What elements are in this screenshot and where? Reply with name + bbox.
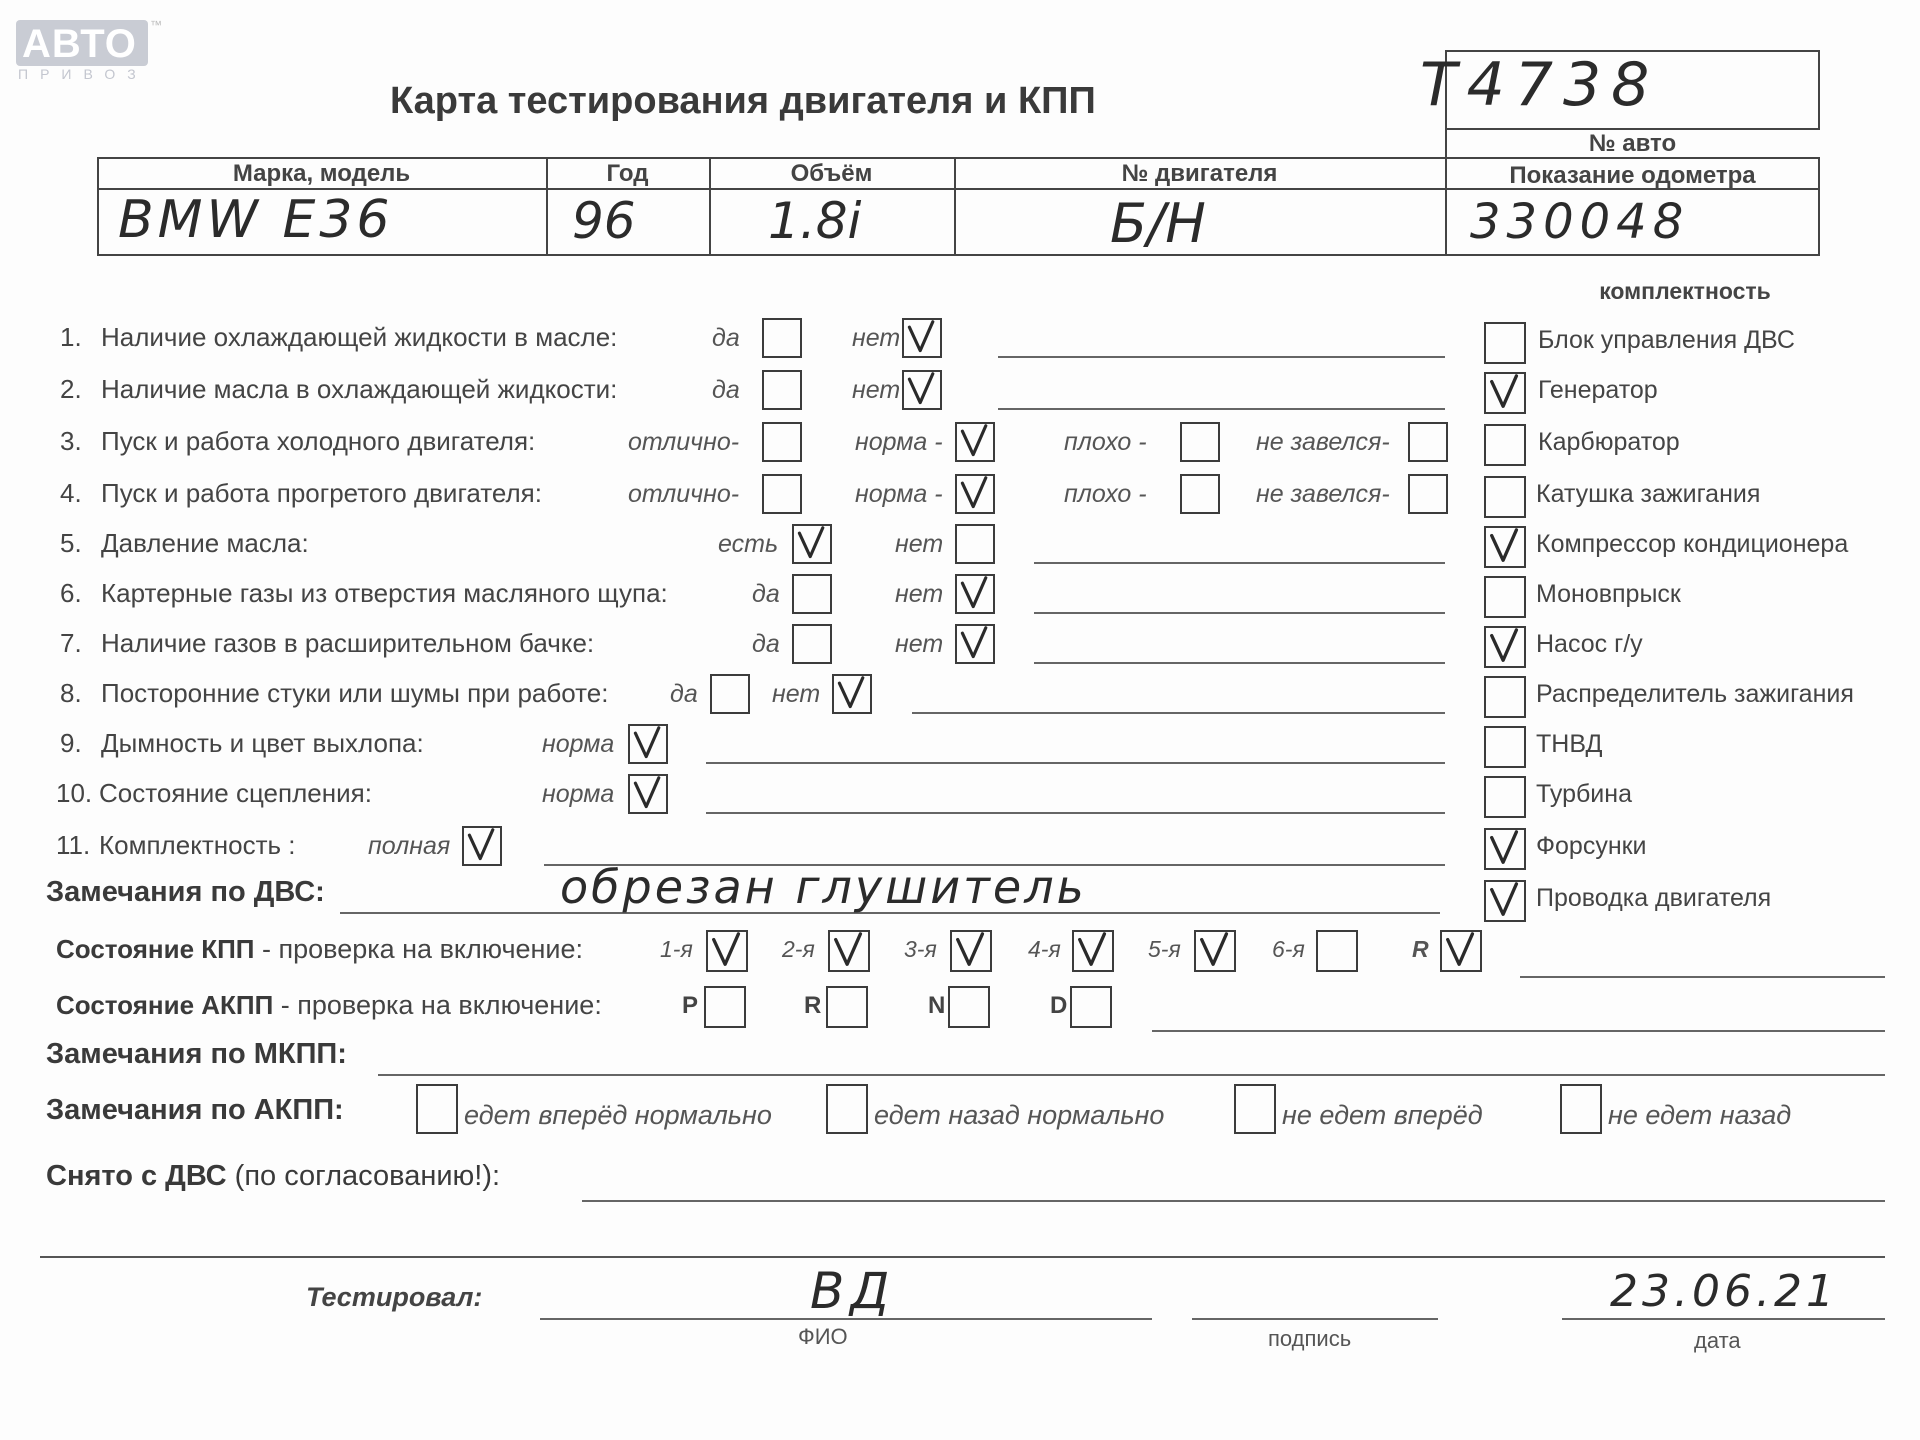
option-label: да [712,324,740,352]
check-mark-icon [1486,528,1524,566]
mode-label: N [928,992,946,1019]
sign-label: подпись [1268,1326,1352,1351]
gear-label: 4-я [1028,936,1061,962]
kit-checkbox[interactable] [1484,828,1526,870]
check-mark-icon [1486,374,1524,412]
answer-line [1034,662,1445,664]
kit-checkbox[interactable] [1484,776,1526,818]
check-mark-icon [630,776,666,812]
option-label: норма - [855,428,943,456]
check-mark-icon [1486,830,1524,868]
item-number: 11. [56,830,91,860]
remark-checkbox[interactable] [1560,1084,1602,1134]
page-title: Карта тестирования двигателя и КПП [390,80,1096,122]
remarks-akpp-label: Замечания по АКПП: [46,1094,344,1126]
remark-option-label: едет вперёд нормально [464,1100,772,1130]
car-number-value: Т4738 [1420,50,1660,120]
car-number-label: № авто [1588,130,1677,157]
item-number: 8. [60,678,82,708]
item-text: Пуск и работа холодного двигателя: [101,426,536,456]
item-text: Наличие газов в расширительном бачке: [101,628,595,658]
option-label: полная [368,832,451,860]
kit-checkbox[interactable] [1484,526,1526,568]
removed-label [46,1160,500,1193]
answer-line [1034,612,1445,614]
kit-checkbox[interactable] [1484,880,1526,922]
check-mark-icon [957,576,993,612]
option-checkbox[interactable] [792,524,832,564]
logo-tm: ™ [150,18,162,32]
volume-label: Объём [790,160,873,187]
odometer-label: Показание одометра [1509,162,1756,189]
gear-label: 1-я [660,936,693,962]
item-number: 9. [60,728,82,758]
kit-item-label: Компрессор кондиционера [1536,530,1849,558]
date-label: дата [1694,1328,1741,1353]
item-text: Комплектность : [99,830,296,860]
remarks-engine-value: обрезан глушитель [560,860,1087,914]
gear-checkbox[interactable] [1316,930,1358,972]
item-number: 4. [60,478,82,508]
option-checkbox[interactable] [462,826,502,866]
option-checkbox[interactable] [762,318,802,358]
gear-checkbox[interactable] [1440,930,1482,972]
answer-line [998,356,1445,358]
gear-label: R [1412,936,1429,962]
item-text: Давление масла: [101,528,309,558]
option-label: нет [772,680,821,708]
item-text: Дымность и цвет выхлопа: [101,728,424,758]
check-mark-icon [904,320,940,356]
remarks-engine-label: Замечания по ДВС: [46,876,325,908]
mode-label: P [682,992,699,1019]
option-checkbox[interactable] [628,724,668,764]
option-checkbox[interactable] [762,474,802,514]
option-label: нет [852,324,901,352]
engine-no-label: № двигателя [1121,160,1278,187]
remark-checkbox[interactable] [826,1084,868,1134]
option-checkbox[interactable] [902,370,942,410]
akpp-label [56,990,602,1021]
gear-checkbox[interactable] [1072,930,1114,972]
option-label: есть [718,530,779,558]
option-label: не завелся- [1256,428,1390,456]
option-label: нет [852,376,901,404]
mode-checkbox[interactable] [948,986,990,1028]
option-label: норма - [855,480,943,508]
option-checkbox[interactable] [955,624,995,664]
mode-checkbox[interactable] [704,986,746,1028]
kpp-label-bold: Состояние КПП [56,934,255,964]
remarks-mkpp-label: Замечания по МКПП: [46,1038,347,1070]
logo-text: АВТО [22,22,137,66]
remark-option-label: не едет назад [1608,1100,1792,1130]
option-checkbox[interactable] [1408,422,1448,462]
year-value: 96 [572,192,636,250]
option-label: отлично- [628,428,740,456]
check-mark-icon [708,932,746,970]
check-mark-icon [794,526,830,562]
logo-tagline: ПРИВОЗ [18,66,148,82]
brand-model-value: BMW E36 [118,190,394,250]
check-mark-icon [630,726,666,762]
check-mark-icon [1442,932,1480,970]
check-mark-icon [464,828,500,864]
check-mark-icon [1074,932,1112,970]
kit-item-label: ТНВД [1536,730,1603,758]
gear-label: 3-я [904,936,937,962]
option-label: норма [542,780,615,808]
kit-item-label: Катушка зажигания [1536,480,1761,508]
option-label: нет [895,580,944,608]
option-label: да [752,630,780,658]
item-text: Картерные газы из отверстия масляного щупа: [101,578,668,608]
item-number: 5. [60,528,82,558]
kpp-line [1520,976,1885,978]
kit-item-label: Турбина [1536,780,1632,808]
mode-label: D [1050,992,1068,1019]
header-divider-4 [1445,125,1447,256]
removed-label-rest: (по согласованию!): [226,1160,501,1192]
item-number: 1. [60,322,82,352]
kpp-label [56,934,583,965]
odometer-value: 330048 [1470,194,1690,250]
option-checkbox[interactable] [628,774,668,814]
remark-option-label: не едет вперёд [1282,1100,1483,1130]
item-text: Наличие охлаждающей жидкости в масле: [101,322,618,352]
kit-checkbox[interactable] [1484,576,1526,618]
logo [16,20,166,82]
item-number: 10. [56,778,93,808]
option-checkbox[interactable] [792,624,832,664]
check-mark-icon [1486,628,1524,666]
item-number: 3. [60,426,82,456]
kit-checkbox[interactable] [1484,726,1526,768]
kpp-label-rest: - проверка на включение: [254,934,584,964]
item-number: 7. [60,628,82,658]
option-label: да [752,580,780,608]
check-mark-icon [957,424,993,460]
kit-checkbox[interactable] [1484,626,1526,668]
option-label: да [712,376,740,404]
check-mark-icon [952,932,990,970]
kit-checkbox[interactable] [1484,372,1526,414]
date-line [1562,1318,1885,1320]
remark-checkbox[interactable] [1234,1084,1276,1134]
option-label: да [670,680,698,708]
option-checkbox[interactable] [902,318,942,358]
gear-checkbox[interactable] [706,930,748,972]
gear-label: 2-я [782,936,815,962]
kit-item-label: Насос г/у [1536,630,1643,658]
option-checkbox[interactable] [1180,474,1220,514]
kit-title: комплектность [1599,278,1771,304]
item-text: Наличие масла в охлаждающей жидкости: [101,374,618,404]
sign-line [1192,1318,1438,1320]
answer-line [706,812,1445,814]
removed-label-bold: Снято с ДВС [46,1160,227,1192]
engine-no-value: Б/Н [1110,192,1206,255]
option-label: нет [895,530,944,558]
option-label: плохо - [1064,428,1147,456]
fio-label: ФИО [798,1324,848,1349]
akpp-label-rest: - проверка на включение: [273,990,602,1020]
option-label: отлично- [628,480,740,508]
option-checkbox[interactable] [955,422,995,462]
remark-checkbox[interactable] [416,1084,458,1134]
tested-label: Тестировал: [306,1282,483,1312]
item-number: 2. [60,374,82,404]
option-checkbox[interactable] [832,674,872,714]
mode-label: R [804,992,822,1019]
check-mark-icon [957,626,993,662]
check-mark-icon [834,676,870,712]
gear-checkbox[interactable] [828,930,870,972]
mode-checkbox[interactable] [1070,986,1112,1028]
kit-item-label: Блок управления ДВС [1538,326,1795,354]
date-value: 23.06.21 [1610,1266,1838,1317]
kit-checkbox[interactable] [1484,322,1526,364]
check-mark-icon [1486,882,1524,920]
answer-line [998,408,1445,410]
answer-line [912,712,1445,714]
item-text: Посторонние стуки или шумы при работе: [101,678,609,708]
option-checkbox[interactable] [710,674,750,714]
kit-checkbox[interactable] [1484,476,1526,518]
kit-item-label: Моновпрыск [1536,580,1681,608]
option-checkbox[interactable] [762,422,802,462]
akpp-line [1152,1030,1885,1032]
item-text: Пуск и работа прогретого двигателя: [101,478,542,508]
gear-label: 5-я [1148,936,1181,962]
check-mark-icon [957,476,993,512]
kit-item-label: Форсунки [1536,832,1647,860]
check-mark-icon [904,372,940,408]
gear-checkbox[interactable] [950,930,992,972]
gear-checkbox[interactable] [1194,930,1236,972]
gear-label: 6-я [1272,936,1305,962]
item-number: 6. [60,578,82,608]
option-checkbox[interactable] [762,370,802,410]
option-label: плохо - [1064,480,1147,508]
year-label: Год [606,160,649,187]
removed-line [582,1200,1885,1202]
kit-checkbox[interactable] [1484,424,1526,466]
option-label: не завелся- [1256,480,1390,508]
check-mark-icon [830,932,868,970]
mode-checkbox[interactable] [826,986,868,1028]
brand-model-label: Марка, модель [232,160,411,187]
option-checkbox[interactable] [1408,474,1448,514]
option-checkbox[interactable] [792,574,832,614]
akpp-label-bold: Состояние АКПП [56,990,274,1020]
option-checkbox[interactable] [955,524,995,564]
kit-item-label: Проводка двигателя [1536,884,1772,912]
remark-option-label: едет назад нормально [874,1100,1165,1130]
item-text: Состояние сцепления: [99,778,372,808]
option-checkbox[interactable] [1180,422,1220,462]
kit-item-label: Распределитель зажигания [1536,680,1854,708]
kit-item-label: Генератор [1538,376,1658,404]
kit-checkbox[interactable] [1484,676,1526,718]
option-checkbox[interactable] [955,474,995,514]
answer-line [706,762,1445,764]
answer-line [1034,562,1445,564]
volume-value: 1.8i [768,192,862,250]
fio-value: ВД [810,1262,896,1320]
option-checkbox[interactable] [955,574,995,614]
check-mark-icon [1196,932,1234,970]
separator-line [40,1256,1885,1258]
remarks-mkpp-line [378,1074,1885,1076]
kit-item-label: Карбюратор [1538,428,1680,456]
option-label: норма [542,730,615,758]
option-label: нет [895,630,944,658]
